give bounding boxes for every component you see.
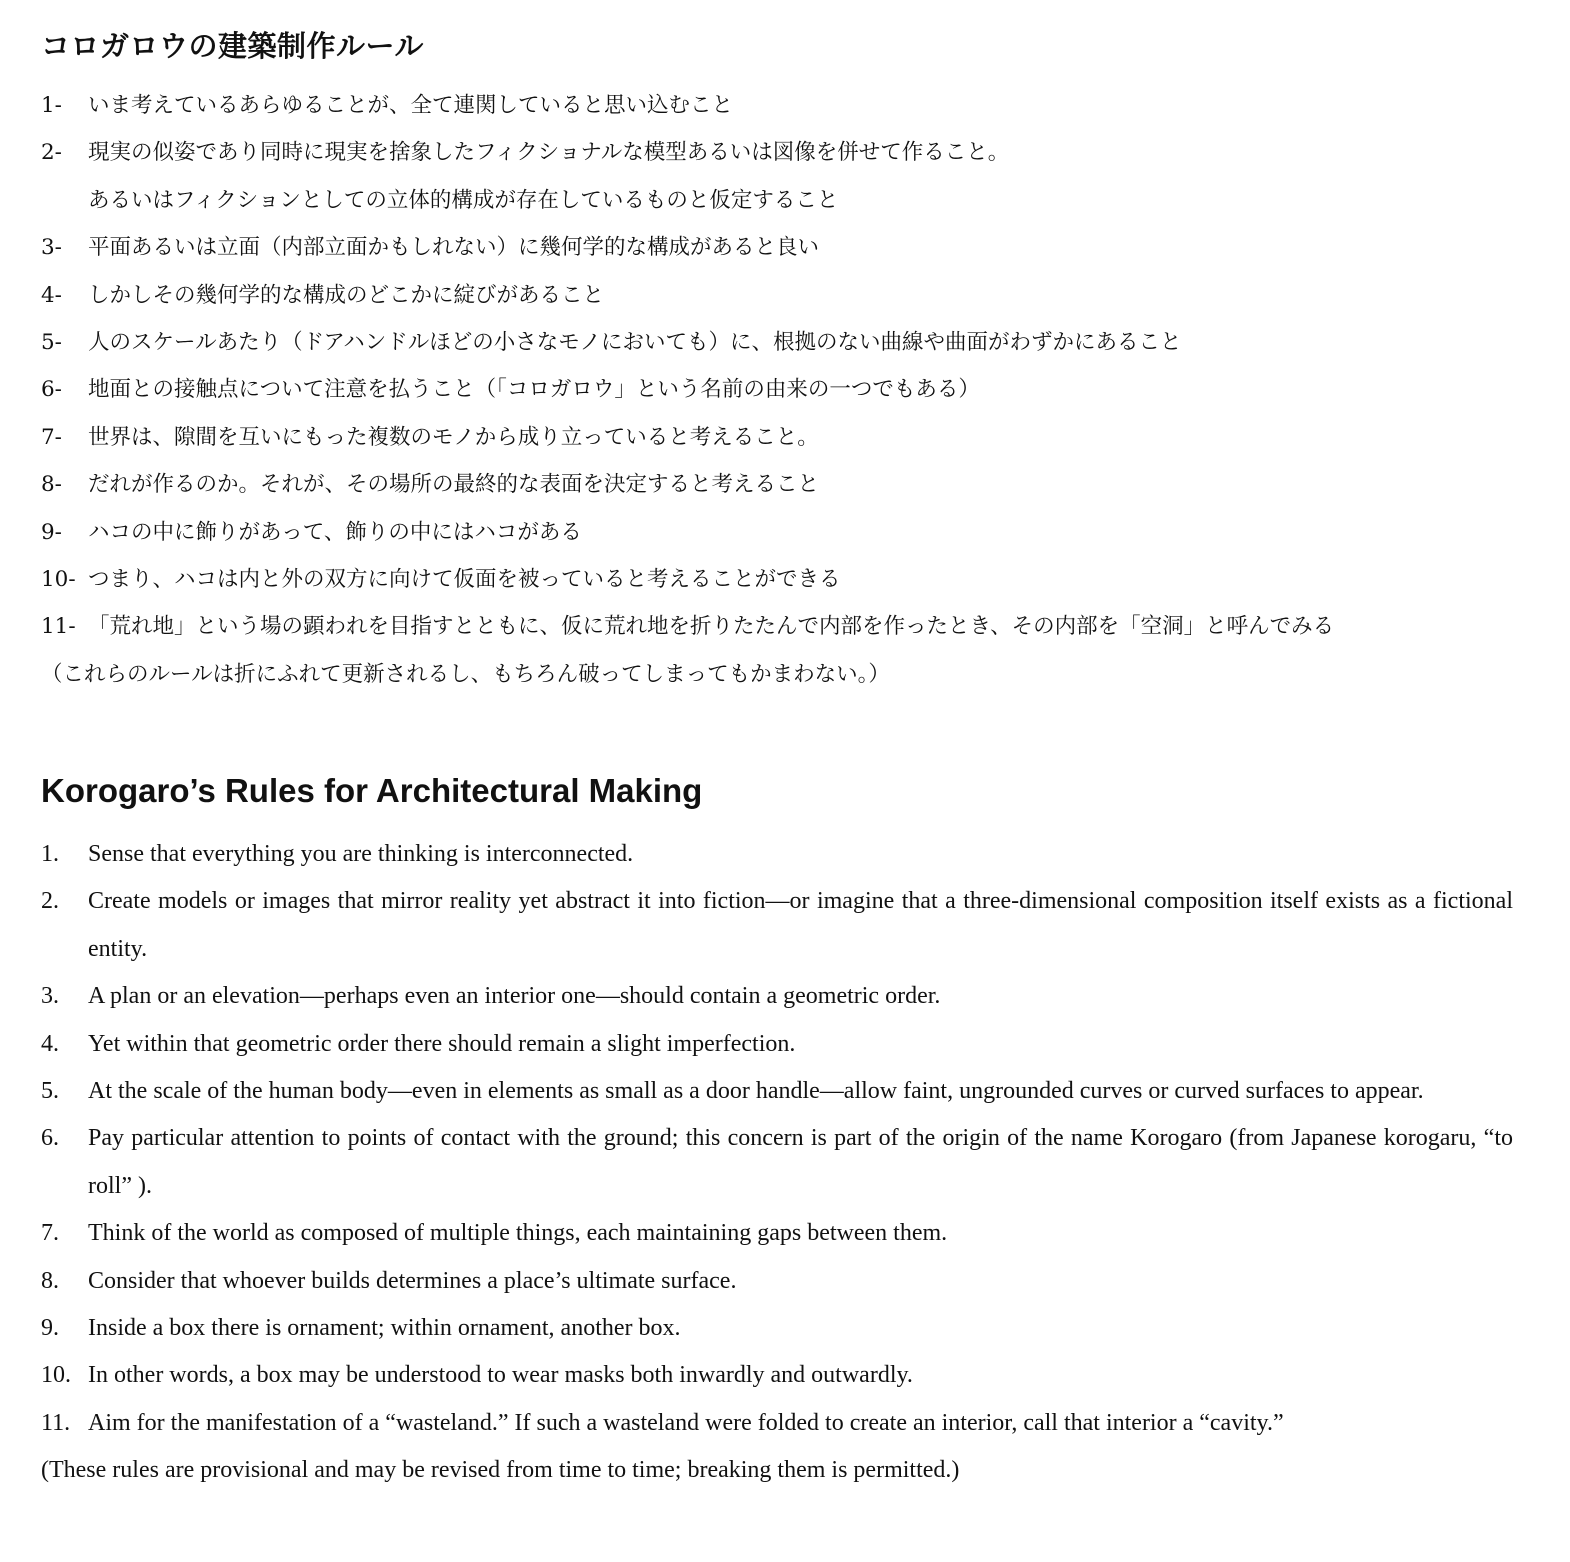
rule-number: 4. — [41, 1030, 59, 1057]
rule-text: Think of the world as composed of multiple things, each maintaining gaps between them. — [88, 1220, 948, 1247]
rule-number: 11. — [41, 1409, 71, 1436]
en-rule-11 — [41, 1400, 1513, 1447]
rule-text: 現実の似姿であり同時に現実を捨象したフィクショナルな模型あるいは図像を併せて作ること。 — [88, 140, 1010, 166]
en-rule-10 — [41, 1352, 1513, 1399]
japanese-rules-list — [41, 82, 1513, 698]
ja-rule-10 — [41, 556, 1513, 603]
ja-rule-6 — [41, 366, 1513, 413]
rule-text: Sense that everything you are thinking is interconnected. — [88, 841, 634, 867]
english-section-title: Korogaro’s Rules for Architectural Making — [41, 772, 703, 809]
en-rule-9 — [41, 1305, 1513, 1352]
rule-text: Inside a box there is ornament; within ornament, another box. — [88, 1314, 681, 1341]
rule-text: 世界は、隙間を互いにもった複数のモノから成り立っていると考えること。 — [88, 424, 819, 450]
note-text: (These rules are provisional and may be revised from time to time; breaking them is permitted.) — [41, 1457, 960, 1484]
en-rule-8 — [41, 1258, 1513, 1305]
rule-text: Pay particular attention to points of contact with the ground; this concern is part of the origin of the name Korogaro (from Japanese korogaru, “to roll” ). — [88, 1125, 1513, 1199]
rule-number: 2- — [41, 140, 62, 166]
rule-number: 1- — [41, 93, 62, 118]
rule-text: 「荒れ地」という場の顕われを目指すとともに、仮に荒れ地を折りたたんで内部を作ったとき、その内部を「空洞」と呼んでみる — [88, 614, 1335, 640]
japanese-section-title: コロガロウの建築制作ルール — [41, 29, 424, 63]
rule-text: だれが作るのか。それが、その場所の最終的な表面を決定すると考えること — [88, 472, 820, 498]
rule-text: 地面との接触点について注意を払うこと（「コロガロウ」という名前の由来の一つでもある） — [88, 377, 980, 403]
en-rule-4 — [41, 1021, 1513, 1068]
rule-text: Create models or images that mirror reality yet abstract it into fiction—or imagine that a three-dimensional composition itself exists as a fictional entity. — [88, 888, 1513, 962]
ja-rule-4 — [41, 272, 1513, 319]
rule-number: 3. — [41, 983, 59, 1010]
rule-number: 7- — [41, 424, 62, 450]
en-rule-7 — [41, 1210, 1513, 1257]
rule-number: 10. — [41, 1362, 71, 1389]
rule-text: Yet within that geometric order there should remain a slight imperfection. — [88, 1030, 796, 1057]
ja-rule-2-continuation — [41, 177, 1513, 224]
rule-number: 7. — [41, 1220, 59, 1247]
en-rule-3 — [41, 973, 1513, 1020]
rule-text: A plan or an elevation—perhaps even an interior one—should contain a geometric order. — [88, 983, 941, 1010]
rule-number: 10- — [41, 566, 76, 592]
rule-text: あるいはフィクションとしての立体的構成が存在しているものと仮定すること — [88, 187, 839, 213]
rule-number: 5. — [41, 1077, 59, 1104]
ja-rule-7 — [41, 414, 1513, 461]
ja-rule-9 — [41, 509, 1513, 556]
ja-rules-note — [41, 651, 1513, 698]
en-rule-5 — [41, 1068, 1513, 1115]
rule-text: いま考えているあらゆることが、全て連関していると思い込むこと — [88, 93, 734, 118]
rule-text: ハコの中に飾りがあって、飾りの中にはハコがある — [88, 519, 582, 545]
ja-rule-2 — [41, 129, 1513, 176]
rule-number: 4- — [41, 282, 62, 308]
rule-number: 1. — [41, 841, 59, 867]
rule-number: 3- — [41, 235, 62, 261]
rule-number: 5- — [41, 329, 62, 355]
english-rules-list — [41, 831, 1513, 1495]
rule-text: In other words, a box may be understood to wear masks both inwardly and outwardly. — [88, 1362, 913, 1389]
note-text: （これらのルールは折にふれて更新されるし、もちろん破ってしまってもかまわない。） — [41, 661, 890, 687]
rule-number: 2. — [41, 888, 59, 915]
rule-number: 6. — [41, 1125, 59, 1152]
ja-rule-3 — [41, 224, 1513, 271]
en-rule-2 — [41, 878, 1513, 973]
rule-number: 8. — [41, 1267, 59, 1294]
rule-number: 8- — [41, 472, 62, 498]
rule-number: 6- — [41, 377, 62, 403]
ja-rule-8 — [41, 461, 1513, 508]
en-rule-1 — [41, 831, 1513, 878]
rule-text: 平面あるいは立面（内部立面かもしれない）に幾何学的な構成があると良い — [88, 235, 820, 261]
rule-text: Consider that whoever builds determines a place’s ultimate surface. — [88, 1267, 737, 1294]
ja-rule-11 — [41, 603, 1513, 650]
rule-text: つまり、ハコは内と外の双方に向けて仮面を被っていると考えることができる — [88, 566, 841, 592]
ja-rule-5 — [41, 319, 1513, 366]
en-rule-6 — [41, 1115, 1513, 1210]
rule-text: 人のスケールあたり（ドアハンドルほどの小さなモノにおいても）に、根拠のない曲線や曲面がわずかにあること — [88, 329, 1182, 355]
ja-rule-1 — [41, 82, 1513, 129]
rule-text: At the scale of the human body—even in elements as small as a door handle—allow faint, ungrounded curves or curved surfaces to appear. — [88, 1077, 1424, 1104]
rule-number: 9- — [41, 519, 62, 545]
rule-text: Aim for the manifestation of a “wasteland.” If such a wasteland were folded to create an interior, call that interior a “cavity.” — [88, 1409, 1284, 1436]
rule-number: 11- — [41, 614, 76, 640]
rule-number: 9. — [41, 1314, 59, 1341]
en-rules-note — [41, 1447, 1513, 1494]
rule-text: しかしその幾何学的な構成のどこかに綻びがあること — [88, 282, 605, 308]
